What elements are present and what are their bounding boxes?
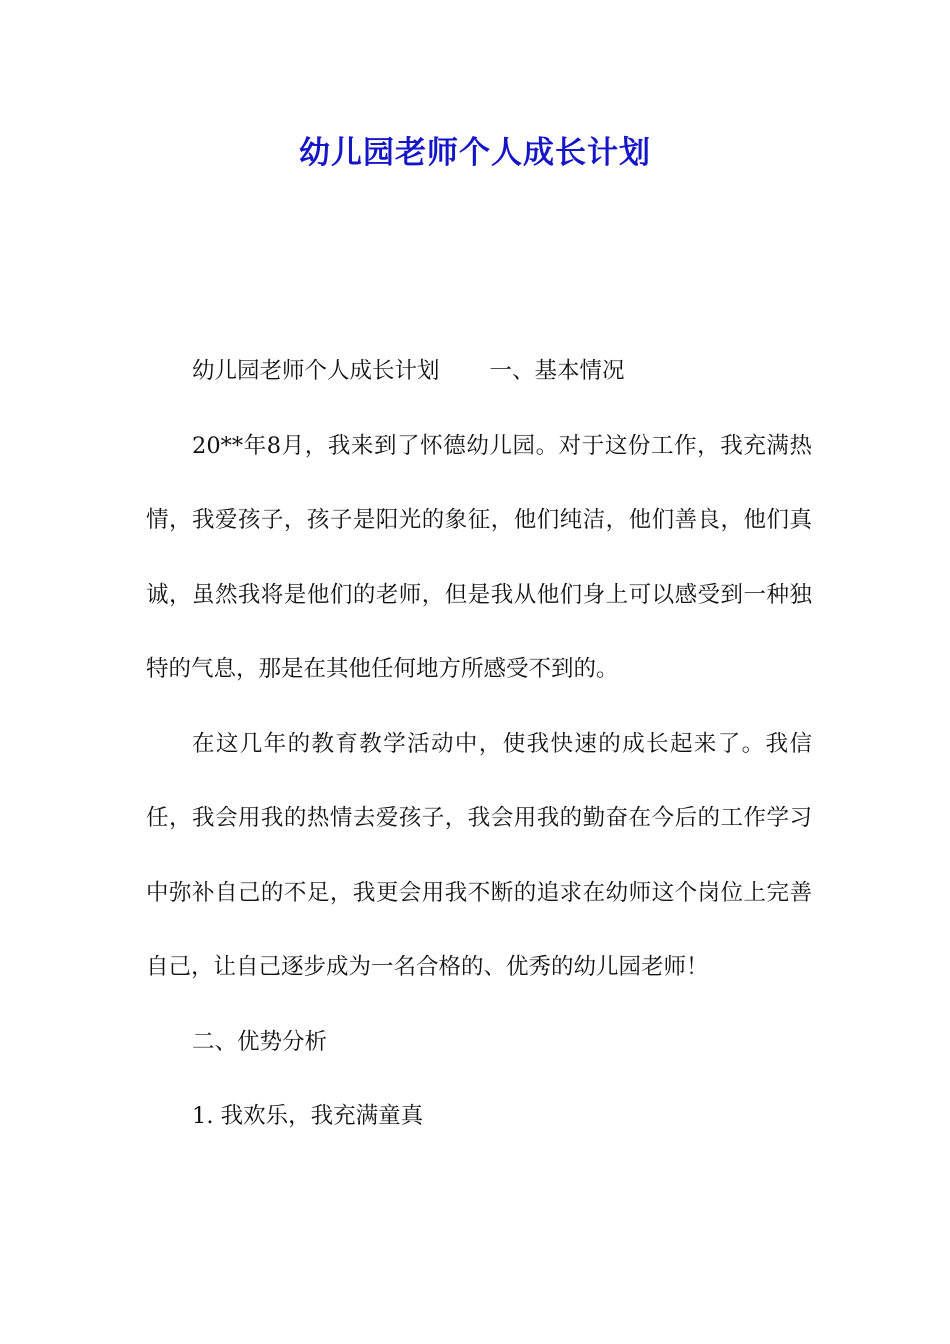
document-body (146, 334, 812, 1154)
paragraph-intro (146, 334, 812, 409)
paragraph-arrival: 20**年8月，我来到了怀德幼儿园。对于这份工作，我充满热情，我爱孩子，孩子是阳光的象征，他们纯洁，他们善良，他们真诚，虽然我将是他们的老师，但是我从他们身上可以感受到一种独特的气息，那是在其他任何地方所感受不到的。 (146, 432, 812, 682)
list-item-1: 1. 我欢乐，我充满童真 (192, 1103, 424, 1129)
document-title: 幼儿园老师个人成长计划 (299, 135, 651, 171)
section-heading-advantages: 二、优势分析 (192, 1028, 328, 1055)
paragraph-growth: 在这几年的教育教学活动中，使我快速的成长起来了。我信任，我会用我的热情去爱孩子，我会用我的勤奋在今后的工作学习中弥补自己的不足，我更会用我不断的追求在幼师这个岗位上完善自己，让自己逐步成为一名合格的、优秀的幼儿园老师！ (146, 730, 812, 980)
section-heading-basic: 一、基本情况 (489, 358, 625, 384)
intro-title: 幼儿园老师个人成长计划 (192, 358, 440, 384)
